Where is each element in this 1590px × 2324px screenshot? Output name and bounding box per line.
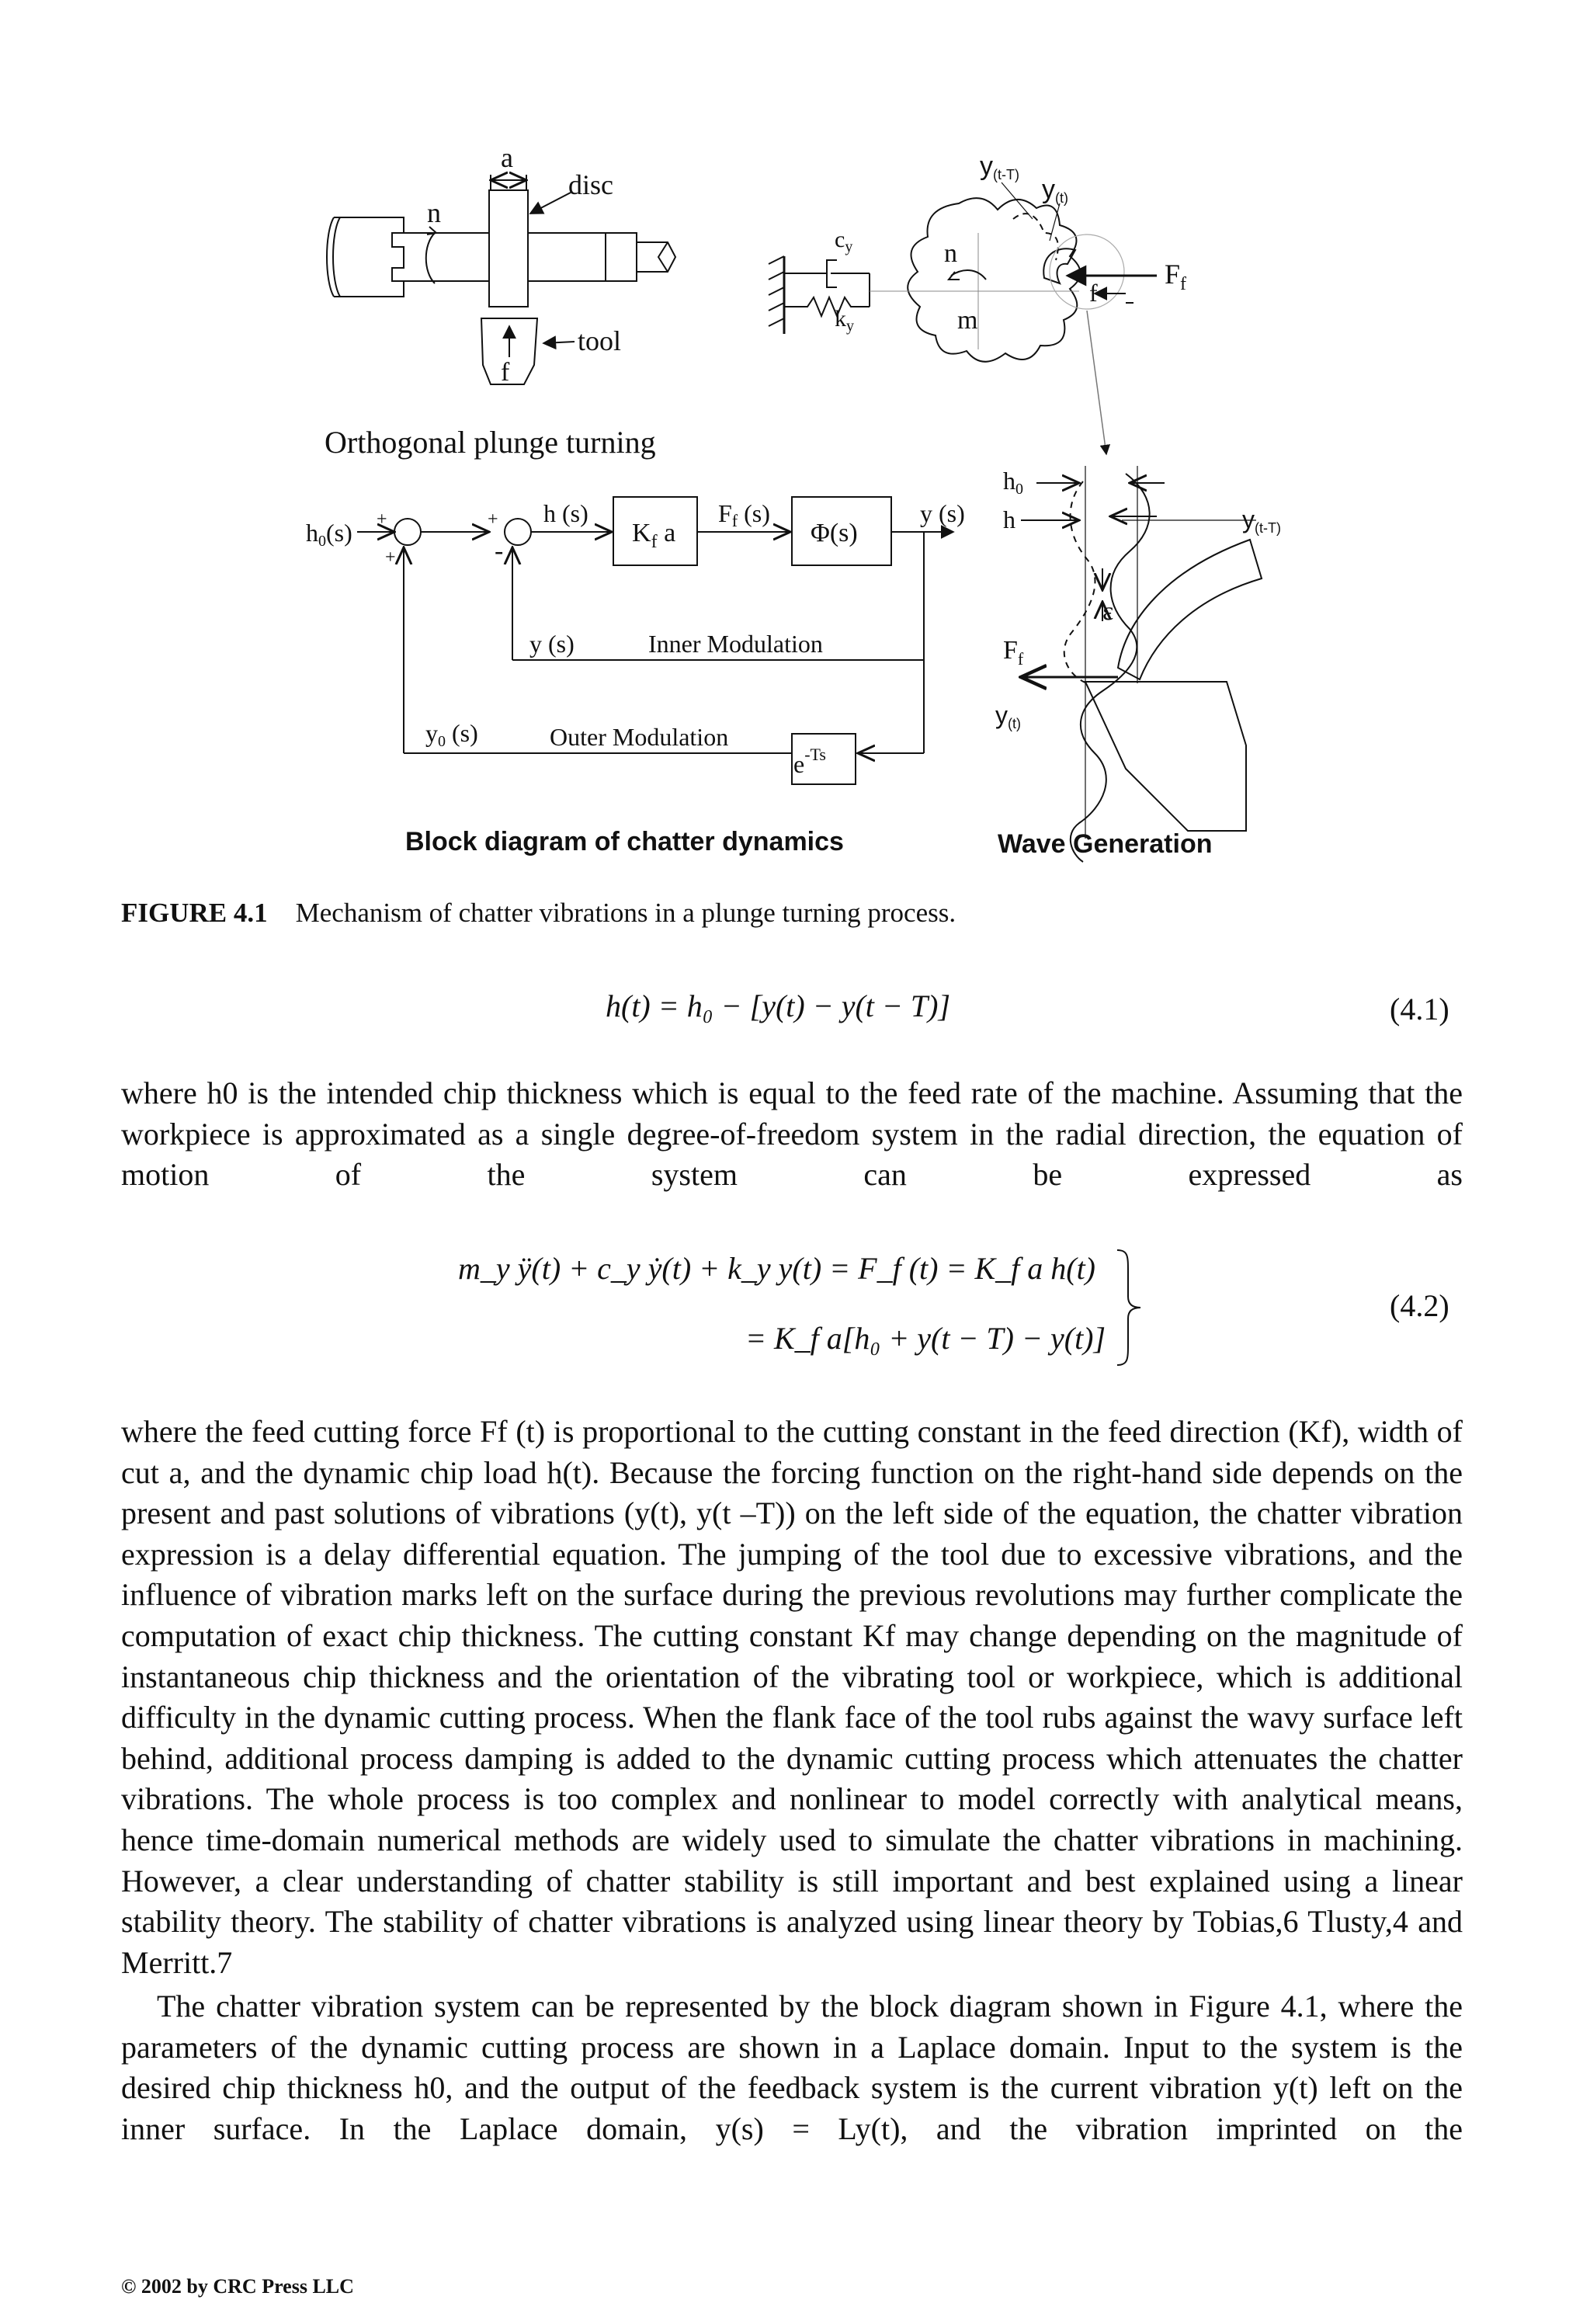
block-diagram-title: Block diagram of chatter dynamics [405,827,844,856]
epsilon-label: ε [1102,597,1114,626]
inner-modulation-label: Inner Modulation [648,630,823,658]
wave-generation-title: Wave Generation [998,829,1213,859]
feed-force-Ff-label: $F_f$ [1165,259,1187,294]
width-a-label: a [501,142,513,173]
equation-4-2-number: (4.2) [1390,1288,1449,1323]
paragraph-3: The chatter vibration system can be represented by the block diagram shown in Figure 4.1, where the parameters of the dynamic cutting process are shown in a Laplace domain. Input to the system is the desired chip thickness h0, and the output of the feedback system is the current vibration y(t) left on the inner surface. In the Laplace domain, y(s) = Ly(t), and the vibration imprinted on the [121,1989,1463,2146]
paragraph-2: where the feed cutting force Ff (t) is proportional to the cutting constant in the feed direction (Kf), width of cut a, and the dynamic chip load h(t). Because the forcing function on the right-hand side depends on the present and past solutions of vibrations (y(t), y(t –T)) on the left side of the equation, the chatter vibration expression is a delay differential equation. The jumping of the tool due to excessive vibrations, and the influence of vibration marks left on the surface during the previous revolutions may further complicate the computation of exact chip thickness. The cutting constant Kf may change depending on the magnitude of instantaneous chip thickness and the orientation of the vibrating tool or workpiece, which is additional difficulty in the dynamic cutting process. When the flank face of the tool rubs against the wavy surface left behind, additional process damping is added to the dynamic cutting process which attenuates the chatter vibrations. The whole process is too complex and nonlinear to model correctly with analytical means, hence time-domain numerical methods are widely used to simulate the chatter vibrations in machining. However, a clear understanding of chatter stability is still important and best explained using a linear stability theory. The stability of chatter vibrations is analyzed using linear theory by Tobias,6 Tlusty,4 and Merritt.7 [121,1414,1463,1980]
y-t-label: y(t) [1042,175,1068,206]
feed-f-small-label: f [1089,279,1098,307]
stiffness-ky-label: $k_y$ [835,306,854,335]
h-s-label: h (s) [543,499,588,527]
tool-label: tool [578,325,622,356]
summer1-plus: + [377,509,387,530]
wave-y-t-label: y(t) [995,701,1021,731]
equation-4-2-line-1: m_y ÿ(t) + c_y ẏ(t) + k_y y(t) = F_f (t) = K_f a h(t) [458,1251,1095,1286]
equation-4-2-line-2: = K_f a[h₀ + y(t − T) − y(t)] [745,1321,1106,1356]
ff-s-label: Ff (s) [718,499,770,530]
delay-e-label: $e^{-Ts}$ [793,745,826,778]
copyright-footer: © 2002 by CRC Press LLC [121,2275,354,2298]
y0-s-label: y0 (s) [425,719,478,750]
phi-s-block-label: Φ(s) [811,519,858,547]
figure-caption-label: FIGURE 4.1 [121,898,268,928]
spindle-n-label: n [427,197,441,228]
mass-m-label: m [957,306,978,335]
figure-caption [121,896,956,930]
figure-caption-text: Mechanism of chatter vibrations in a plunge turning process. [295,898,956,928]
figure-4-1 [0,0,1590,893]
outer-modulation-label: Outer Modulation [550,723,729,751]
y-s-feedback-label: y (s) [529,630,575,658]
turning-caption: Orthogonal plunge turning [325,425,656,460]
equation-4-2-brace [1114,1249,1145,1367]
equation-4-1: h(t) = h₀ − [y(t) − y(t − T)] [606,988,951,1023]
wave-y-t-minus-T-label: y(t-T) [1242,505,1281,536]
equation-4-1-number: (4.1) [1390,992,1449,1027]
rotation-n-label: n [944,239,957,268]
damping-cy-label: $c_y$ [835,227,853,255]
plunge-turning-sketch [327,175,675,384]
feed-f-label: f [501,358,510,387]
wave-Ff-label: $F_f$ [1003,636,1024,669]
input-h0-label: h0(s) [306,519,352,550]
y-s-output-label: y (s) [920,499,965,527]
disc-label: disc [568,169,613,200]
paragraph-1: where h0 is the intended chip thickness which is equal to the feed rate of the machine. Assuming that the workpiece is approximated as a single degree-of-freedom system in the radial direction, the equation of motion of the system can be expressed as [121,1075,1463,1193]
wave-h-label: h [1003,505,1015,533]
summer2-plus: + [488,509,498,530]
wave-h0-label: h0 [1003,467,1023,498]
summer2-minus: - [495,537,504,565]
summer1-plus-lower: + [385,547,396,568]
y-t-minus-T-label: y(t-T) [980,151,1019,182]
wave-generation-sketch [1021,466,1262,862]
kf-a-block-label: $K_f$ a [632,519,676,552]
